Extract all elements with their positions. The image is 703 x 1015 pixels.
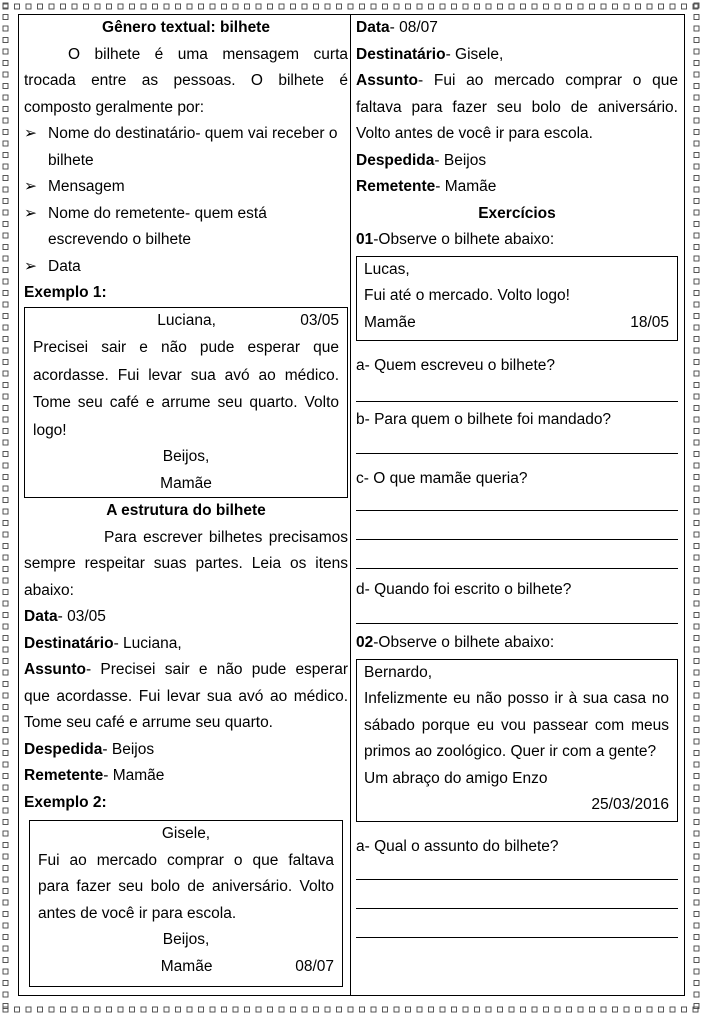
question-02: 02-Observe o bilhete abaixo: — [356, 634, 555, 651]
note-body: Fui até o mercado. Volto logo! — [364, 287, 570, 304]
decorative-border-left — [0, 0, 12, 1015]
answer-line[interactable] — [356, 860, 678, 880]
bullet-list — [24, 121, 348, 280]
structure-intro: Para escrever bilhetes precisamos sempre respeitar suas partes. Leia os itens abaixo: — [24, 528, 348, 599]
note-recipient: Luciana, — [157, 311, 216, 329]
answer-line[interactable] — [356, 603, 678, 624]
note-recipient: Bernardo, — [364, 663, 433, 681]
note2-box — [356, 659, 678, 822]
answer-line[interactable] — [356, 433, 678, 454]
left-column — [24, 15, 348, 987]
decorative-border-top — [0, 0, 703, 12]
note-closing: Um abraço do amigo Enzo — [364, 769, 548, 787]
structure-item: Remetente- Mamãe — [24, 767, 165, 784]
exercises-title: Exercícios — [478, 204, 556, 222]
question-01: 01-Observe o bilhete abaixo: — [356, 231, 555, 248]
note-sender: Mamãe — [160, 957, 213, 975]
answer-line[interactable] — [356, 511, 678, 540]
question-01-d: d- Quando foi escrito o bilhete? — [356, 580, 572, 598]
intro-paragraph: O bilhete é uma mensagem curta trocada entre as pessoas. O bilhete é composto geralmente por: — [24, 45, 348, 116]
note-date: 08/07 — [295, 957, 334, 975]
structure-item: Data- 03/05 — [24, 608, 106, 625]
structure-item: Destinatário- Luciana, — [24, 634, 182, 652]
note-recipient: Lucas, — [364, 260, 410, 278]
arrow-bullet-icon: ➢ — [24, 125, 37, 142]
note-recipient: Gisele, — [161, 825, 211, 842]
answer-line[interactable] — [356, 493, 678, 511]
question-01-c: c- O que mamãe queria? — [356, 470, 528, 487]
note-date: 18/05 — [630, 313, 669, 331]
arrow-bullet-icon: ➢ — [24, 204, 37, 222]
note-sender: Mamãe — [364, 313, 416, 331]
structure-item: Remetente- Mamãe — [356, 178, 497, 195]
note-body: Fui ao mercado comprar o que faltava para fazer seu bolo de aniversário. Volto antes de você ir para escola. — [38, 851, 334, 922]
decorative-border-bottom — [0, 1003, 703, 1015]
column-divider — [350, 14, 351, 996]
answer-line[interactable] — [356, 909, 678, 938]
list-item: ➢ Nome do destinatário- quem vai receber o bilhete — [24, 121, 348, 174]
page-title: Gênero textual: bilhete — [102, 19, 270, 36]
note-closing: Beijos, — [162, 931, 210, 948]
note-date: 25/03/2016 — [591, 796, 669, 813]
answer-line[interactable] — [356, 380, 678, 402]
structure-item: Destinatário- Gisele, — [356, 45, 504, 63]
example1-label: Exemplo 1: — [24, 284, 107, 301]
example1-note — [24, 307, 348, 499]
note-body: Infelizmente eu não posso ir à sua casa no sábado porque eu vou passear com meus primos ao zoológico. Quer ir com a gente? — [364, 690, 669, 760]
section-title: A estrutura do bilhete — [106, 502, 266, 519]
example2-label: Exemplo 2: — [24, 793, 107, 811]
note-sender: Mamãe — [160, 474, 212, 492]
structure-item: Despedida- Beijos — [24, 740, 155, 758]
question-01-a: a- Quem escreveu o bilhete? — [356, 357, 556, 374]
list-item: ➢ Data — [24, 254, 348, 281]
right-column — [356, 15, 678, 938]
structure-item: Assunto- Fui ao mercado comprar o que faltava para fazer seu bolo de aniversário. Volto antes de você ir para escola. — [356, 72, 678, 142]
note-body: Precisei sair e não pude esperar que acordasse. Fui levar sua avó ao médico. Tome seu café e arrume seu quarto. Volto logo! — [33, 339, 339, 439]
answer-line[interactable] — [356, 540, 678, 569]
note-date: 03/05 — [300, 311, 339, 329]
structure-item: Data- 08/07 — [356, 19, 438, 36]
answer-line[interactable] — [356, 880, 678, 909]
question-02-a: a- Qual o assunto do bilhete? — [356, 837, 559, 855]
decorative-border-right — [691, 0, 703, 1015]
structure-item: Assunto- Precisei sair e não pude esperar que acordasse. Fui levar sua avó ao médico. Tome seu café e arrume seu quarto. — [24, 661, 348, 731]
list-item: ➢ Nome do remetente- quem está escrevendo o bilhete — [24, 201, 348, 254]
question-01-b: b- Para quem o bilhete foi mandado? — [356, 410, 612, 428]
arrow-bullet-icon: ➢ — [24, 257, 37, 275]
structure-item: Despedida- Beijos — [356, 151, 487, 169]
arrow-bullet-icon: ➢ — [24, 178, 37, 195]
list-item: ➢ Mensagem — [24, 174, 348, 201]
note1-box — [356, 256, 678, 342]
example2-note — [29, 820, 343, 987]
note-closing: Beijos, — [162, 448, 210, 465]
